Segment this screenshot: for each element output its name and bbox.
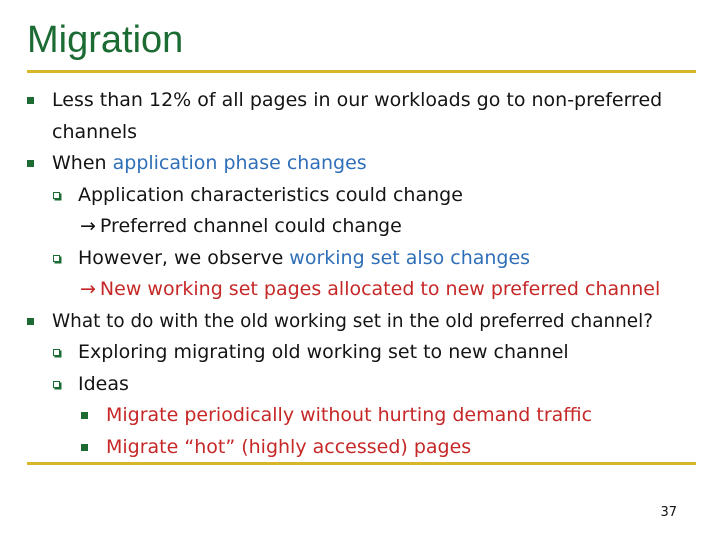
- bullet-continuation: [0, 117, 720, 149]
- square-bullet-icon: [81, 444, 88, 451]
- sub-bullet-text: Preferred channel could change: [99, 215, 402, 237]
- slide-title: Migration: [27, 19, 184, 61]
- sub-bullet-continuation: [0, 211, 720, 243]
- square-bullet-icon: [27, 160, 34, 167]
- highlighted-text: Migrate periodically without hurting demand traffic: [106, 404, 593, 426]
- sub-bullet-text: Ideas: [78, 372, 129, 395]
- bullet-text: What to do with the old working set in the old preferred channel?: [52, 310, 653, 332]
- checkbox-bullet-icon: [53, 255, 60, 262]
- right-arrow-icon: →: [80, 215, 96, 237]
- square-bullet-icon: [27, 97, 34, 104]
- bullet-item: [0, 85, 720, 117]
- highlighted-text: New working set pages allocated to new preferred channel: [99, 278, 661, 300]
- slide-body: [0, 85, 720, 463]
- checkbox-bullet-icon: [53, 381, 60, 388]
- right-arrow-icon: →: [80, 278, 96, 300]
- checkbox-bullet-icon: [53, 349, 60, 356]
- bullet-text: channels: [52, 120, 138, 143]
- bullet-item: [0, 306, 720, 338]
- highlighted-text: application phase changes: [112, 152, 367, 174]
- page-number: 37: [660, 505, 677, 520]
- sub-sub-bullet-item: [0, 400, 720, 432]
- square-bullet-icon: [81, 412, 88, 419]
- sub-bullet-text: However, we observe: [78, 246, 290, 269]
- footer-divider: [27, 462, 696, 465]
- sub-sub-bullet-item: [0, 432, 720, 464]
- sub-bullet-text: Exploring migrating old working set to new channel: [78, 341, 569, 363]
- checkbox-bullet-icon: [53, 192, 60, 199]
- sub-bullet-item: [0, 337, 720, 369]
- highlighted-text: Migrate “hot” (highly accessed) pages: [106, 435, 472, 458]
- sub-bullet-item: [0, 243, 720, 275]
- sub-bullet-item: [0, 180, 720, 212]
- sub-bullet-text: Application characteristics could change: [78, 183, 463, 206]
- bullet-item: [0, 148, 720, 180]
- square-bullet-icon: [27, 318, 34, 325]
- highlighted-text: working set also changes: [289, 246, 531, 269]
- sub-bullet-item: [0, 369, 720, 401]
- bullet-text: When: [52, 152, 113, 174]
- sub-bullet-continuation: [0, 274, 720, 306]
- bullet-text: Less than 12% of all pages in our workloads go to non-preferred: [52, 89, 663, 111]
- title-divider: [27, 70, 696, 73]
